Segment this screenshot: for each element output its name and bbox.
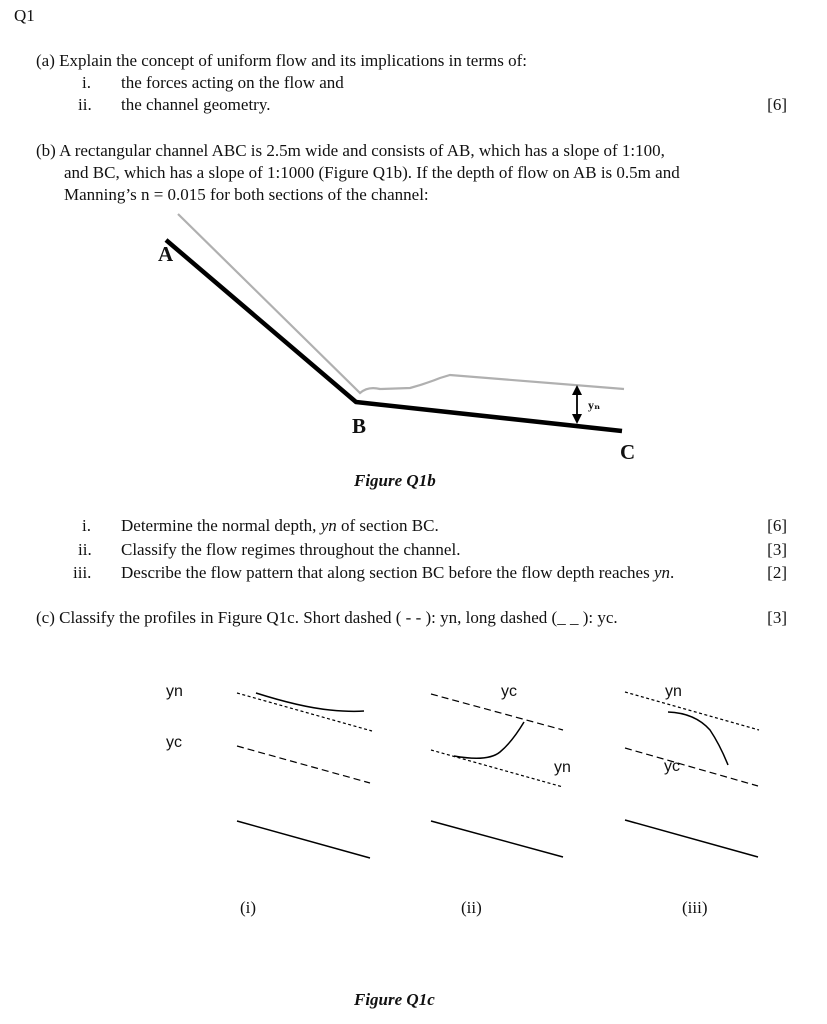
part-b-line-1: (b) A rectangular channel ABC is 2.5m wide and consists of AB, which has a slope of 1:100, — [36, 141, 665, 160]
part-a-item-1-text: the forces acting on the flow and — [121, 73, 344, 92]
panel-2-yc-label: yc — [501, 683, 517, 700]
panel-2-bed — [431, 821, 563, 857]
panel-3-label: (iii) — [682, 898, 708, 917]
legend-yc-label: yc — [166, 734, 182, 751]
part-a-item-2-text: the channel geometry. — [121, 95, 271, 114]
legend-yn-label: yn — [166, 683, 183, 700]
panel-1-yn-line — [237, 693, 372, 731]
part-b-item-2-text: Classify the flow regimes throughout the channel. — [121, 540, 461, 559]
channel-bed-line — [166, 240, 622, 431]
panel-3-bed — [625, 820, 758, 857]
panel-2-yc-line — [431, 694, 563, 730]
figure-q1c-diagram — [237, 692, 759, 858]
figure-q1b-label-c: C — [620, 440, 636, 464]
part-c-text: (c) Classify the profiles in Figure Q1c. Short dashed ( - - ): yn, long dashed (_ _ ): yc. — [36, 608, 618, 627]
figure-q1c-caption: Figure Q1c — [354, 990, 435, 1009]
part-b-line-2: and BC, which has a slope of 1:1000 (Figure Q1b). If the depth of flow on AB is 0.5m and — [64, 163, 680, 182]
panel-3-yn-label: yn — [665, 683, 682, 700]
panel-2-label: (ii) — [461, 898, 482, 917]
figure-q1b-caption: Figure Q1b — [354, 471, 436, 490]
question-number: Q1 — [14, 6, 35, 25]
panel-1-bed — [237, 821, 370, 858]
panel-1-profile — [256, 693, 364, 711]
part-c-marks: [3] — [767, 608, 787, 627]
figure-q1b-label-b: B — [352, 414, 367, 438]
part-a-intro: (a) Explain the concept of uniform flow and its implications in terms of: — [36, 51, 527, 70]
part-b-line-3: Manning’s n = 0.015 for both sections of the channel: — [64, 185, 429, 204]
part-a-item-1-num: i. — [82, 73, 91, 92]
panel-3-yn-line — [625, 692, 759, 730]
panel-2-yn-label: yn — [554, 759, 571, 776]
part-a-marks: [6] — [767, 95, 787, 114]
part-b-item-1-num: i. — [82, 516, 91, 535]
part-b-item-1-marks: [6] — [767, 516, 787, 535]
panel-3-yc-label: yc — [664, 758, 680, 775]
panel-3-yc-line — [625, 748, 758, 786]
water-surface-line — [178, 214, 624, 393]
panel-2-profile — [454, 722, 524, 758]
figure-q1b-label-a: A — [158, 242, 174, 266]
part-b-item-2-marks: [3] — [767, 540, 787, 559]
panel-1-yc-line — [237, 746, 370, 783]
part-b-item-1-text: Determine the normal depth, yn of section BC. — [121, 516, 439, 535]
panel-1-label: (i) — [240, 898, 257, 917]
figure-q1b-label-yn: yₙ — [588, 398, 601, 412]
panel-2-yn-line — [431, 750, 563, 787]
part-b-item-2-num: ii. — [78, 540, 92, 559]
part-a-item-2-num: ii. — [78, 95, 92, 114]
part-b-item-3-text: Describe the flow pattern that along section BC before the flow depth reaches yn. — [121, 563, 675, 582]
part-b-item-3-marks: [2] — [767, 563, 787, 582]
part-b-item-3-num: iii. — [73, 563, 92, 582]
